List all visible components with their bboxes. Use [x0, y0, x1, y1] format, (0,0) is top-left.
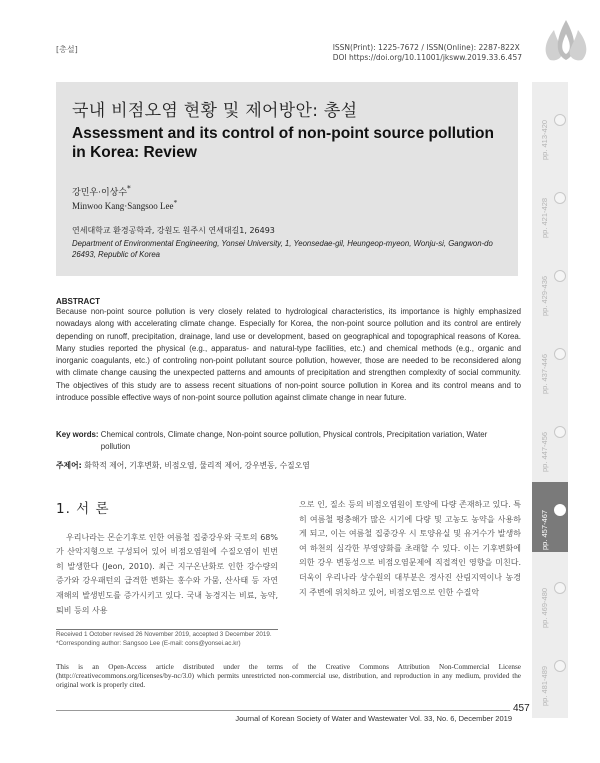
corresponding-note: *Corresponding author: Sangsoo Lee (E-mail: cons@yonsei.ac.kr): [56, 640, 241, 647]
page-tab-circle-icon: [554, 114, 566, 126]
affiliation-en: Department of Environmental Engineering, Yonsei University, 1, Yeonsedae-gil, Heungeop-myeon, Wonju-si, Gangwon-do 26493, Republic of Korea: [72, 239, 493, 259]
issn-block: [333, 43, 522, 63]
page-tab[interactable]: [532, 170, 568, 240]
body-paragraph-right: 으로 인, 질소 등의 비점오염원이 토양에 다량 존재하고 있다. 특히 여름철 평충해가 많은 시기에 다량 및 고농도 농약을 사용하게 되고, 이는 여름철 집중강우 시 토양유실 및 유거수가 발생하여 하천의 심각한 부영양화를 초래할 수 있다. 이는 기후변화에 의한 강우 변동성으로 비점오염문제에 직접적인 영향을 미친다. 더욱이 우리나라 상수원의 대부분은 경사진 산림지역이나 농경지 주변에 위치하고 있어, 비점오염으로 인한 수질악: [299, 500, 521, 597]
page-tab-circle-icon: [554, 660, 566, 672]
corresponding-mark: *: [127, 184, 131, 193]
page-tab-circle-icon: [554, 348, 566, 360]
keywords-en: [56, 429, 521, 453]
body-column-right: [299, 498, 521, 600]
page-number: 457: [513, 703, 530, 714]
page-tab[interactable]: [532, 638, 568, 708]
authors-en: [72, 198, 177, 211]
page-tab-circle-icon: [554, 504, 566, 516]
page-tab[interactable]: [532, 404, 568, 474]
keywords-en-items: Chemical controls, Climate change, Non-point source pollution, Physical controls, Precipitation variation, Water pollution: [100, 430, 488, 451]
footer-rule: [56, 710, 510, 711]
abstract-text: Because non-point source pollution is very closely related to hydrological characteristics, its importance is highly emphasized nowadays along with accelerating climate change. Especially for Korea, the non-point source pollution and its control are entirely depending on runoff, precipitation, drainage, land use or development, based on geographical and topographical reasons of Korea. Many studies reported the physical (e.g., apparatus- and natural-type facilities, etc.) and chemical methods (e.g., organic and inorganic coagulants, etc.) of controling non-point pollutant source pollution, however, those are needed to be reconsidered along with climate change causing the unexpected patterns and amounts of precipitation and strengthen complexity of social community. The objectives of this study are to assess recent situations of non-point source pollution in Korea and its control means and to introduce possible effective ways of non-point source pollution against climate change in near future.: [56, 307, 521, 403]
keywords-ko-label: 주제어:: [56, 461, 82, 470]
body-paragraph-left: 우리나라는 몬순기후로 인한 여름철 집중강우와 국토의 68%가 산악지형으로 구성되어 있어 비점오염원에 수질오염이 빈번히 발생한다 (Jeon, 2010). 최근 지구온난화로 인한 강수량의 증가와 강우패턴의 급격한 변화는 홍수와 가뭄, 산사태 등 자연재해의 발생빈도를 증가시키고 있다. 국내 농경지는 비료, 농약, 퇴비 등의 사용: [56, 532, 278, 615]
abstract-label: ABSTRACT: [56, 297, 100, 306]
page-tab-label: pp. 469-480: [540, 587, 549, 628]
footnotes: [56, 630, 272, 648]
issn-line: ISSN(Print): 1225-7672 / ISSN(Online): 2287-822X: [332, 43, 520, 52]
authors-ko-names: 강민우·이상수: [72, 188, 128, 198]
page-tab-label: pp. 437-446: [540, 353, 549, 394]
page-tab-circle-icon: [554, 582, 566, 594]
journal-footer: Journal of Korean Society of Water and Wastewater Vol. 33, No. 6, December 2019: [235, 714, 512, 723]
page-tab[interactable]: [532, 248, 568, 318]
page-tab-label: pp. 457-467: [540, 509, 549, 550]
section-title: 1. 서 론: [56, 501, 110, 517]
section-tag: [총설]: [56, 45, 78, 54]
received-note: Received 1 October revised 26 November 2019, accepted 3 December 2019.: [56, 631, 272, 638]
page-tab[interactable]: [532, 326, 568, 396]
page-tab[interactable]: [532, 482, 568, 552]
page-tab-circle-icon: [554, 192, 566, 204]
keywords-ko-items: 화학적 제어, 기후변화, 비점오염, 물리적 제어, 강우변동, 수질오염: [84, 461, 310, 470]
title-en: Assessment and its control of non-point source pollution in Korea: Review: [72, 125, 494, 161]
doi-line: DOI https://doi.org/10.11001/jksww.2019.33.6.457: [332, 53, 522, 62]
page-tab-circle-icon: [554, 426, 566, 438]
page-tab-label: pp. 421-428: [540, 197, 549, 238]
page-tab-label: pp. 429-436: [540, 275, 549, 316]
page-tab-label: pp. 413-420: [540, 119, 549, 160]
license-text: This is an Open-Access article distributed under the terms of the Creative Commons Attribution Non-Commercial License (http://creativecommons.org/licenses/by-nc/3.0) which permits unrestricted non-commercial use, distribution, and reproduction in any medium, provided the original work is properly cited.: [56, 663, 521, 689]
page-tab-label: pp. 447-456: [540, 431, 549, 472]
page-tab[interactable]: [532, 560, 568, 630]
authors-en-names: Minwoo Kang·Sangsoo Lee: [72, 201, 174, 211]
keywords-ko: [56, 460, 310, 471]
page-tab-label: pp. 481-489: [540, 665, 549, 706]
corresponding-mark-en: *: [173, 198, 178, 207]
water-drop-logo-icon: [540, 14, 592, 66]
title-ko: 국내 비점오염 현황 및 제어방안: 총설: [72, 101, 358, 121]
body-column-left: [56, 498, 278, 618]
page-tab[interactable]: [532, 92, 568, 162]
affiliation-ko: 연세대학교 환경공학과, 강원도 원주시 연세대길1, 26493: [72, 226, 275, 235]
page-tab-circle-icon: [554, 270, 566, 282]
authors-ko: [72, 184, 131, 198]
keywords-en-label: Key words:: [56, 430, 99, 439]
